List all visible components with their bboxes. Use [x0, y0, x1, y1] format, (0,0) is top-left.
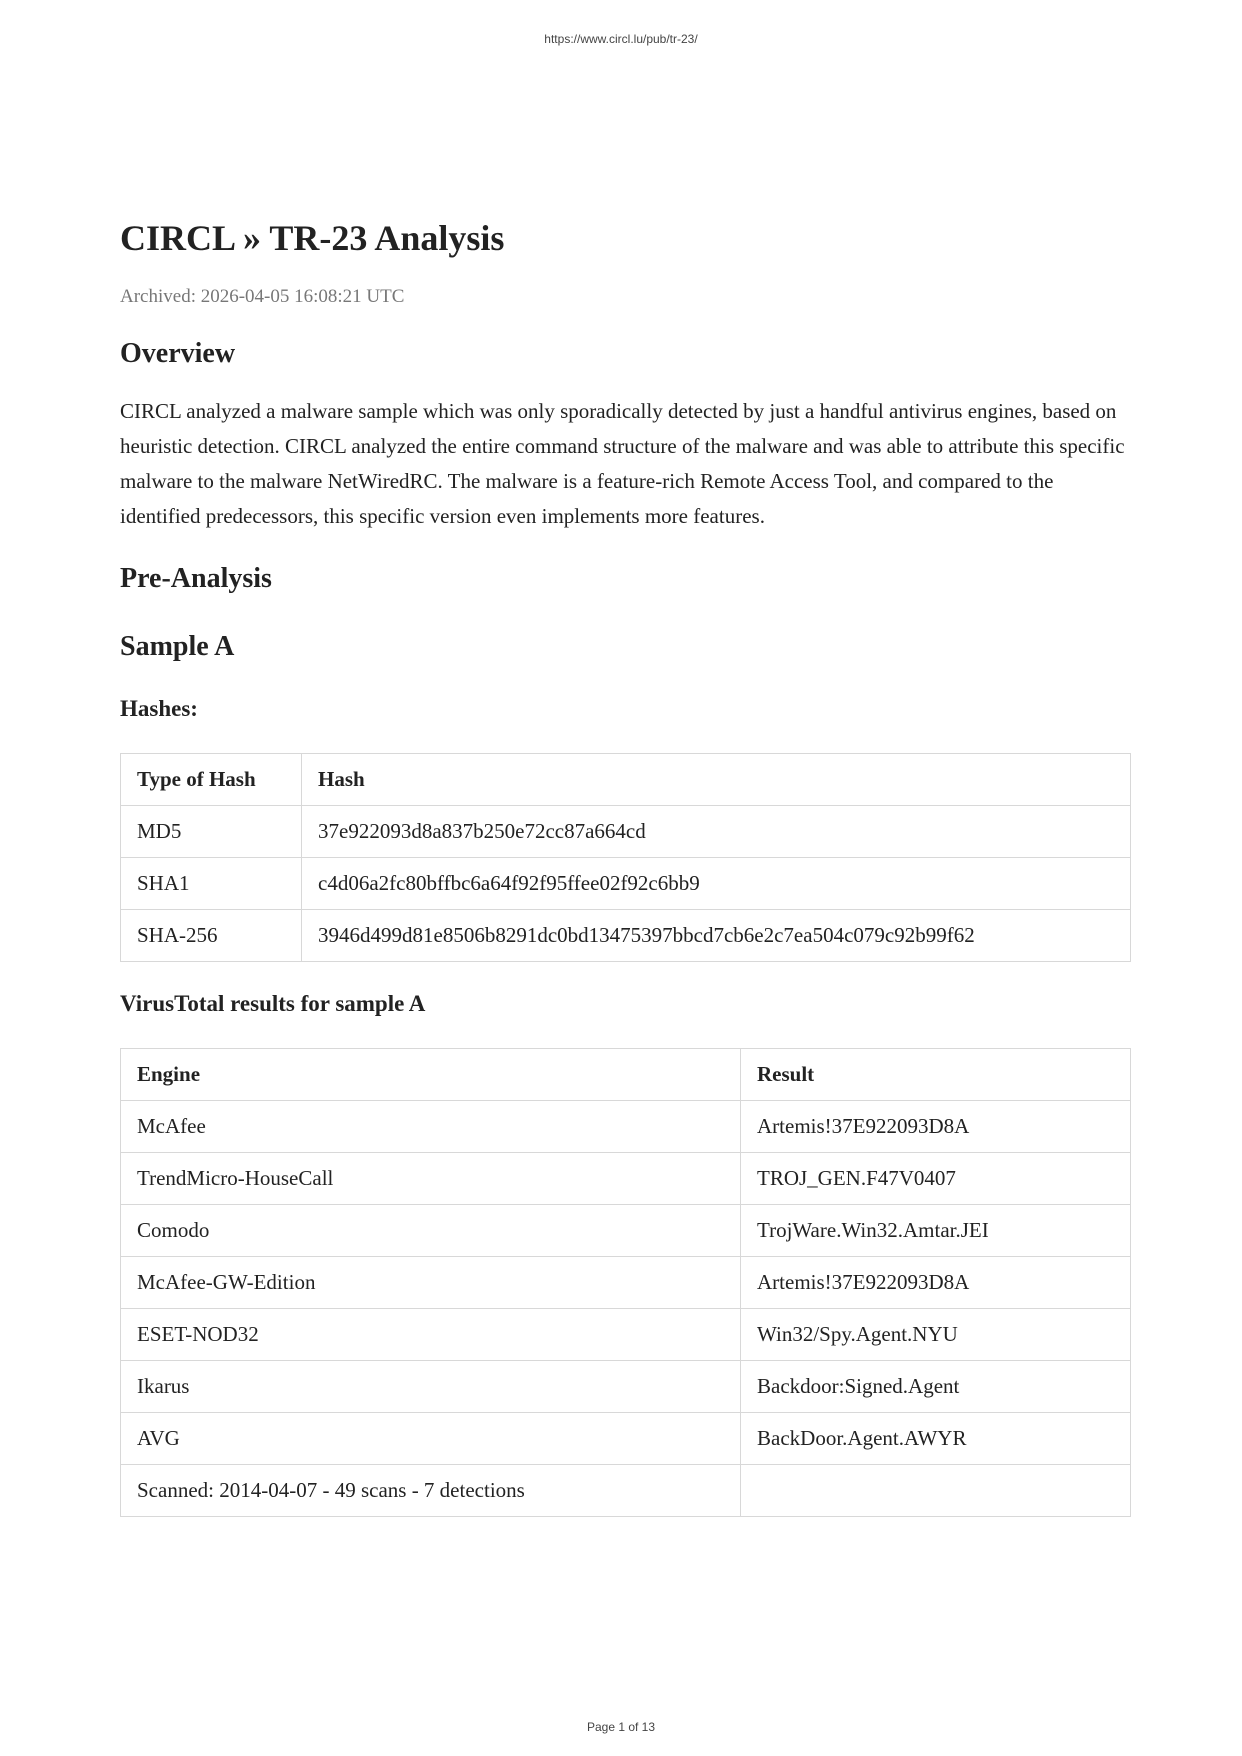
- page-url-header: https://www.circl.lu/pub/tr-23/: [544, 32, 698, 46]
- archived-timestamp: Archived: 2026-04-05 16:08:21 UTC: [120, 286, 405, 307]
- overview-heading: Overview: [120, 338, 236, 369]
- pre-analysis-heading: Pre-Analysis: [120, 563, 272, 594]
- engine-cell: McAfee-GW-Edition: [121, 1257, 741, 1309]
- hashes-heading: Hashes:: [120, 696, 198, 721]
- overview-paragraph: CIRCL analyzed a malware sample which was only sporadically detected by just a handful antivirus engines, based on heuristic detection. CIRCL analyzed the entire command structure of the malware and was able to attribute this specific malware to the malware NetWiredRC. The malware is a feature-rich Remote Access Tool, and compared to the identified predecessors, this specific version even implements more features.: [120, 399, 1125, 528]
- table-row: [121, 1101, 1131, 1153]
- result-cell: TrojWare.Win32.Amtar.JEI: [741, 1205, 1131, 1257]
- result-cell: Backdoor:Signed.Agent: [741, 1361, 1131, 1413]
- table-row: [121, 858, 1131, 910]
- virustotal-heading: VirusTotal results for sample A: [120, 991, 426, 1016]
- hash-table: [120, 753, 1131, 962]
- result-cell: Artemis!37E922093D8A: [741, 1101, 1131, 1153]
- table-row: [121, 1413, 1131, 1465]
- hash-value-cell: 37e922093d8a837b250e72cc87a664cd: [302, 806, 1131, 858]
- result-cell: Artemis!37E922093D8A: [741, 1257, 1131, 1309]
- table-row: [121, 1361, 1131, 1413]
- table-row: [121, 806, 1131, 858]
- table-header-row: [121, 754, 1131, 806]
- engine-cell: ESET-NOD32: [121, 1309, 741, 1361]
- table-row: [121, 910, 1131, 962]
- engine-cell: Ikarus: [121, 1361, 741, 1413]
- result-cell: [741, 1465, 1131, 1517]
- table-row: [121, 1309, 1131, 1361]
- engine-cell: McAfee: [121, 1101, 741, 1153]
- table-row: [121, 1205, 1131, 1257]
- column-header-hash: Hash: [302, 754, 1131, 806]
- page-number: Page 1 of 13: [586, 1720, 656, 1734]
- engine-cell: Comodo: [121, 1205, 741, 1257]
- hash-type-cell: SHA1: [121, 858, 302, 910]
- engine-cell: TrendMicro-HouseCall: [121, 1153, 741, 1205]
- page-title: CIRCL » TR-23 Analysis: [120, 218, 505, 258]
- hash-type-cell: SHA-256: [121, 910, 302, 962]
- column-header-type-of-hash: Type of Hash: [121, 754, 302, 806]
- hash-value-cell: 3946d499d81e8506b8291dc0bd13475397bbcd7cb6e2c7ea504c079c92b99f62: [302, 910, 1131, 962]
- table-header-row: [121, 1049, 1131, 1101]
- virustotal-table: [120, 1048, 1131, 1517]
- result-cell: Win32/Spy.Agent.NYU: [741, 1309, 1131, 1361]
- engine-cell: AVG: [121, 1413, 741, 1465]
- sample-a-heading: Sample A: [120, 631, 235, 662]
- scan-summary-cell: Scanned: 2014-04-07 - 49 scans - 7 detections: [121, 1465, 741, 1517]
- column-header-result: Result: [741, 1049, 1131, 1101]
- result-cell: BackDoor.Agent.AWYR: [741, 1413, 1131, 1465]
- table-row: [121, 1465, 1131, 1517]
- hash-value-cell: c4d06a2fc80bffbc6a64f92f95ffee02f92c6bb9: [302, 858, 1131, 910]
- table-row: [121, 1257, 1131, 1309]
- table-row: [121, 1153, 1131, 1205]
- document-body: [120, 210, 1131, 1517]
- column-header-engine: Engine: [121, 1049, 741, 1101]
- hash-type-cell: MD5: [121, 806, 302, 858]
- result-cell: TROJ_GEN.F47V0407: [741, 1153, 1131, 1205]
